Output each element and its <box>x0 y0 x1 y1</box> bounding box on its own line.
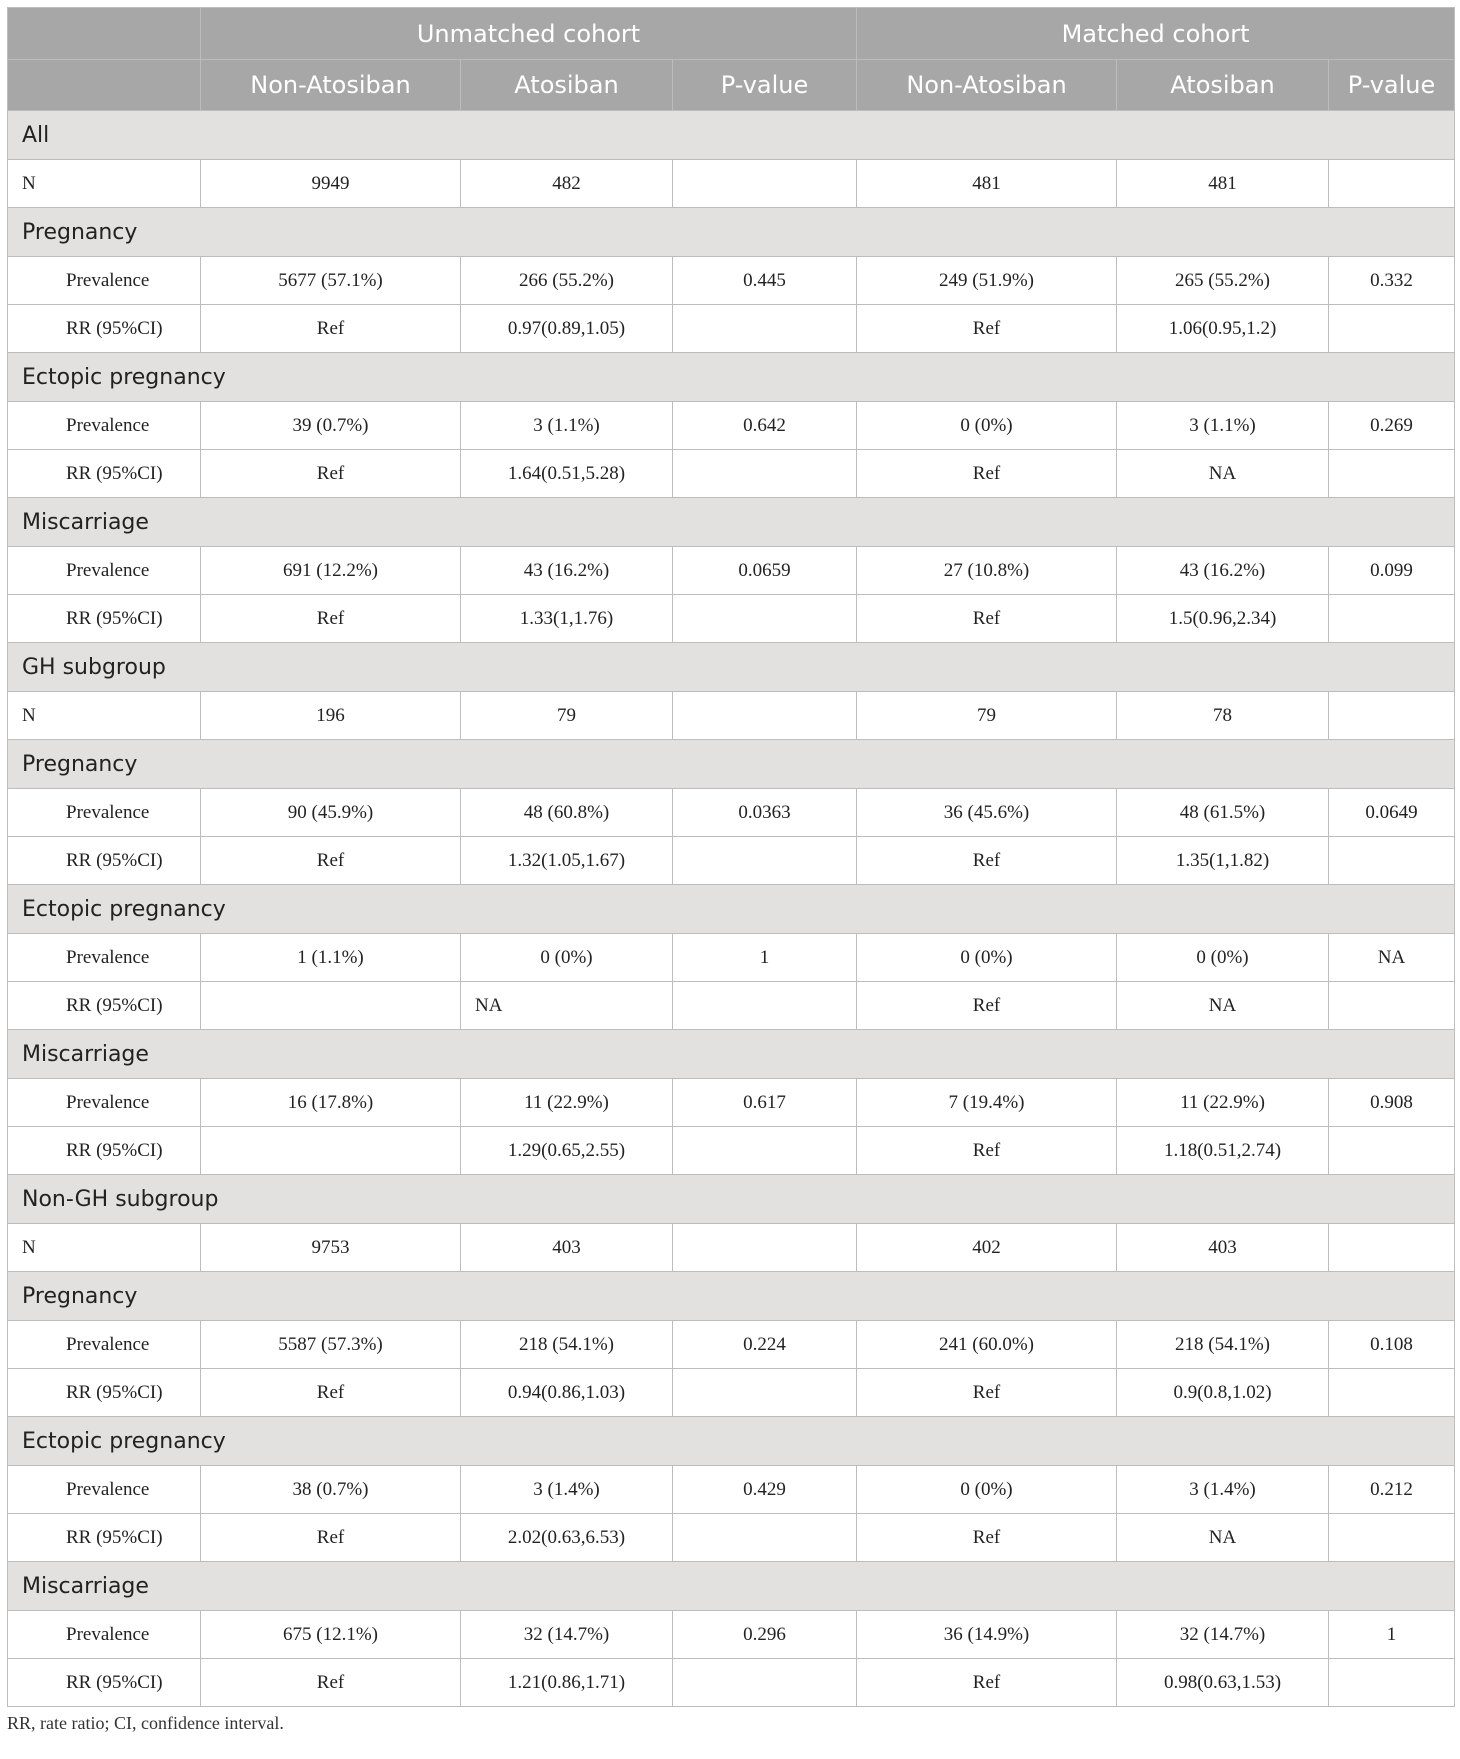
table-cell: NA <box>1117 1514 1329 1562</box>
table-cell: 1.33(1,1.76) <box>461 595 673 643</box>
table-row <box>8 837 1455 885</box>
table-cell: 3 (1.1%) <box>461 402 673 450</box>
table-cell: 9753 <box>201 1224 461 1272</box>
header-col-matched-p-value: P-value <box>1329 60 1455 111</box>
table-cell <box>673 595 857 643</box>
table-cell: 481 <box>1117 160 1329 208</box>
section-label: Ectopic pregnancy <box>8 353 1455 402</box>
table-row <box>8 305 1455 353</box>
table-cell <box>1329 1224 1455 1272</box>
table-cell <box>673 692 857 740</box>
table-cell: Ref <box>857 1659 1117 1707</box>
table-row <box>8 547 1455 595</box>
section-row <box>8 1272 1455 1321</box>
table-cell: Ref <box>857 450 1117 498</box>
table-cell <box>673 837 857 885</box>
row-label: RR (95%CI) <box>8 837 201 885</box>
table-cell <box>1329 1369 1455 1417</box>
header-matched-cohort: Matched cohort <box>857 8 1455 60</box>
results-table <box>7 7 1455 1707</box>
table-row <box>8 692 1455 740</box>
table-cell: 1.64(0.51,5.28) <box>461 450 673 498</box>
section-label: Non-GH subgroup <box>8 1175 1455 1224</box>
table-cell: Ref <box>201 837 461 885</box>
row-label: Prevalence <box>8 1611 201 1659</box>
table-cell: 675 (12.1%) <box>201 1611 461 1659</box>
table-cell: 78 <box>1117 692 1329 740</box>
row-label: N <box>8 692 201 740</box>
section-label: Ectopic pregnancy <box>8 1417 1455 1466</box>
header-col-matched-non-atosiban: Non-Atosiban <box>857 60 1117 111</box>
header-unmatched-cohort: Unmatched cohort <box>201 8 857 60</box>
table-cell: 36 (45.6%) <box>857 789 1117 837</box>
row-label: RR (95%CI) <box>8 450 201 498</box>
table-cell: 0.429 <box>673 1466 857 1514</box>
table-row <box>8 450 1455 498</box>
table-cell: Ref <box>201 595 461 643</box>
table-cell: 0.642 <box>673 402 857 450</box>
row-label: Prevalence <box>8 257 201 305</box>
table-cell: 0.0363 <box>673 789 857 837</box>
table-cell: 48 (61.5%) <box>1117 789 1329 837</box>
table-row <box>8 982 1455 1030</box>
table-cell: 79 <box>461 692 673 740</box>
table-row <box>8 160 1455 208</box>
table-cell <box>201 1127 461 1175</box>
table-cell: 1 <box>1329 1611 1455 1659</box>
table-cell: 402 <box>857 1224 1117 1272</box>
header-col-unmatched-non-atosiban: Non-Atosiban <box>201 60 461 111</box>
table-cell: 0 (0%) <box>857 402 1117 450</box>
table-cell: 0.269 <box>1329 402 1455 450</box>
section-row <box>8 643 1455 692</box>
section-row <box>8 885 1455 934</box>
section-label: Pregnancy <box>8 208 1455 257</box>
table-cell: 403 <box>1117 1224 1329 1272</box>
table-cell: 5677 (57.1%) <box>201 257 461 305</box>
table-row <box>8 402 1455 450</box>
table-cell: 79 <box>857 692 1117 740</box>
table-cell <box>673 1369 857 1417</box>
header-col-matched-atosiban: Atosiban <box>1117 60 1329 111</box>
table-cell: 0.212 <box>1329 1466 1455 1514</box>
table-cell <box>673 982 857 1030</box>
section-row <box>8 1562 1455 1611</box>
table-cell: 1 <box>673 934 857 982</box>
section-label: All <box>8 111 1455 160</box>
table-cell: 0 (0%) <box>857 934 1117 982</box>
table-cell: 482 <box>461 160 673 208</box>
table-cell: 1.18(0.51,2.74) <box>1117 1127 1329 1175</box>
table-cell <box>673 1514 857 1562</box>
section-label: Ectopic pregnancy <box>8 885 1455 934</box>
table-cell: 3 (1.1%) <box>1117 402 1329 450</box>
table-cell: 16 (17.8%) <box>201 1079 461 1127</box>
row-label: RR (95%CI) <box>8 1659 201 1707</box>
table-cell: Ref <box>857 1369 1117 1417</box>
section-label: Miscarriage <box>8 1030 1455 1079</box>
table-cell: Ref <box>201 450 461 498</box>
table-cell: 38 (0.7%) <box>201 1466 461 1514</box>
section-row <box>8 498 1455 547</box>
table-cell: 0.296 <box>673 1611 857 1659</box>
table-cell: 1.06(0.95,1.2) <box>1117 305 1329 353</box>
table-cell: 48 (60.8%) <box>461 789 673 837</box>
table-cell: 266 (55.2%) <box>461 257 673 305</box>
table-cell: Ref <box>201 1369 461 1417</box>
table-cell: 0 (0%) <box>857 1466 1117 1514</box>
section-row <box>8 1175 1455 1224</box>
table-cell: 5587 (57.3%) <box>201 1321 461 1369</box>
table-cell <box>1329 1514 1455 1562</box>
table-row <box>8 1079 1455 1127</box>
table-row <box>8 595 1455 643</box>
table-cell <box>673 160 857 208</box>
header-corner <box>8 8 201 60</box>
results-table-container <box>7 7 1454 1734</box>
row-label: Prevalence <box>8 789 201 837</box>
table-cell <box>1329 837 1455 885</box>
table-cell: 691 (12.2%) <box>201 547 461 595</box>
table-cell <box>1329 160 1455 208</box>
table-cell: 1.21(0.86,1.71) <box>461 1659 673 1707</box>
table-cell <box>1329 1127 1455 1175</box>
table-cell: 196 <box>201 692 461 740</box>
section-row <box>8 740 1455 789</box>
table-cell: 0.108 <box>1329 1321 1455 1369</box>
table-cell: NA <box>1117 450 1329 498</box>
section-label: Miscarriage <box>8 1562 1455 1611</box>
table-cell: 0.98(0.63,1.53) <box>1117 1659 1329 1707</box>
table-cell: 3 (1.4%) <box>1117 1466 1329 1514</box>
section-row <box>8 1417 1455 1466</box>
table-cell: 0.9(0.8,1.02) <box>1117 1369 1329 1417</box>
table-cell: 249 (51.9%) <box>857 257 1117 305</box>
row-label: RR (95%CI) <box>8 1127 201 1175</box>
section-label: Miscarriage <box>8 498 1455 547</box>
section-row <box>8 208 1455 257</box>
table-cell: 11 (22.9%) <box>1117 1079 1329 1127</box>
table-row <box>8 1466 1455 1514</box>
table-cell: 0.908 <box>1329 1079 1455 1127</box>
table-cell: NA <box>1117 982 1329 1030</box>
table-cell <box>1329 982 1455 1030</box>
table-row <box>8 1659 1455 1707</box>
table-row <box>8 1224 1455 1272</box>
section-row <box>8 353 1455 402</box>
table-cell <box>673 1659 857 1707</box>
row-label: RR (95%CI) <box>8 595 201 643</box>
table-cell: 218 (54.1%) <box>461 1321 673 1369</box>
table-cell: 1.32(1.05,1.67) <box>461 837 673 885</box>
table-cell: 0.94(0.86,1.03) <box>461 1369 673 1417</box>
table-cell: NA <box>461 982 673 1030</box>
table-cell: 9949 <box>201 160 461 208</box>
table-cell: 265 (55.2%) <box>1117 257 1329 305</box>
table-body <box>8 111 1455 1707</box>
table-cell: 43 (16.2%) <box>1117 547 1329 595</box>
table-cell: 218 (54.1%) <box>1117 1321 1329 1369</box>
table-cell: 241 (60.0%) <box>857 1321 1117 1369</box>
table-cell: 1.35(1,1.82) <box>1117 837 1329 885</box>
row-label: RR (95%CI) <box>8 982 201 1030</box>
section-label: Pregnancy <box>8 740 1455 789</box>
row-label: RR (95%CI) <box>8 1514 201 1562</box>
table-cell: Ref <box>857 982 1117 1030</box>
table-cell: Ref <box>857 837 1117 885</box>
table-cell: 0 (0%) <box>461 934 673 982</box>
row-label: Prevalence <box>8 402 201 450</box>
row-label: Prevalence <box>8 934 201 982</box>
table-cell: 36 (14.9%) <box>857 1611 1117 1659</box>
header-corner-2 <box>8 60 201 111</box>
table-row <box>8 1611 1455 1659</box>
table-cell: 0.224 <box>673 1321 857 1369</box>
section-label: Pregnancy <box>8 1272 1455 1321</box>
table-row <box>8 1369 1455 1417</box>
table-cell: 0.97(0.89,1.05) <box>461 305 673 353</box>
table-cell: 39 (0.7%) <box>201 402 461 450</box>
row-label: Prevalence <box>8 1321 201 1369</box>
row-label: RR (95%CI) <box>8 305 201 353</box>
table-cell <box>673 450 857 498</box>
table-row <box>8 1127 1455 1175</box>
table-cell: 0.099 <box>1329 547 1455 595</box>
table-cell <box>673 1127 857 1175</box>
table-cell: 32 (14.7%) <box>461 1611 673 1659</box>
table-cell <box>673 305 857 353</box>
table-cell: 43 (16.2%) <box>461 547 673 595</box>
section-row <box>8 1030 1455 1079</box>
table-cell: Ref <box>857 1514 1117 1562</box>
table-cell: 90 (45.9%) <box>201 789 461 837</box>
table-cell <box>673 1224 857 1272</box>
row-label: N <box>8 1224 201 1272</box>
table-cell: 0.0649 <box>1329 789 1455 837</box>
table-cell <box>1329 692 1455 740</box>
table-cell: 32 (14.7%) <box>1117 1611 1329 1659</box>
table-cell <box>1329 595 1455 643</box>
table-cell: 0.0659 <box>673 547 857 595</box>
table-row <box>8 257 1455 305</box>
table-cell: 1 (1.1%) <box>201 934 461 982</box>
table-cell: 0 (0%) <box>1117 934 1329 982</box>
table-cell: Ref <box>857 1127 1117 1175</box>
table-cell: 0.617 <box>673 1079 857 1127</box>
header-row-columns <box>8 60 1455 111</box>
table-cell: 1.5(0.96,2.34) <box>1117 595 1329 643</box>
row-label: Prevalence <box>8 547 201 595</box>
section-row <box>8 111 1455 160</box>
table-cell <box>1329 1659 1455 1707</box>
table-cell: Ref <box>201 305 461 353</box>
table-cell: 403 <box>461 1224 673 1272</box>
table-cell: 27 (10.8%) <box>857 547 1117 595</box>
table-cell: 2.02(0.63,6.53) <box>461 1514 673 1562</box>
table-cell: 7 (19.4%) <box>857 1079 1117 1127</box>
table-cell: Ref <box>857 595 1117 643</box>
table-cell: 1.29(0.65,2.55) <box>461 1127 673 1175</box>
row-label: N <box>8 160 201 208</box>
table-row <box>8 1321 1455 1369</box>
table-cell: 3 (1.4%) <box>461 1466 673 1514</box>
table-cell: 0.332 <box>1329 257 1455 305</box>
table-cell: NA <box>1329 934 1455 982</box>
table-row <box>8 789 1455 837</box>
table-cell <box>201 982 461 1030</box>
row-label: RR (95%CI) <box>8 1369 201 1417</box>
table-cell <box>1329 450 1455 498</box>
table-cell: 481 <box>857 160 1117 208</box>
table-footnote: RR, rate ratio; CI, confidence interval. <box>7 1713 284 1733</box>
table-cell <box>1329 305 1455 353</box>
section-label: GH subgroup <box>8 643 1455 692</box>
header-col-unmatched-p-value: P-value <box>673 60 857 111</box>
table-cell: 0.445 <box>673 257 857 305</box>
header-row-groups <box>8 8 1455 60</box>
table-cell: Ref <box>201 1659 461 1707</box>
row-label: Prevalence <box>8 1466 201 1514</box>
table-row <box>8 934 1455 982</box>
table-cell: 11 (22.9%) <box>461 1079 673 1127</box>
table-row <box>8 1514 1455 1562</box>
table-cell: Ref <box>201 1514 461 1562</box>
row-label: Prevalence <box>8 1079 201 1127</box>
table-cell: Ref <box>857 305 1117 353</box>
header-col-unmatched-atosiban: Atosiban <box>461 60 673 111</box>
